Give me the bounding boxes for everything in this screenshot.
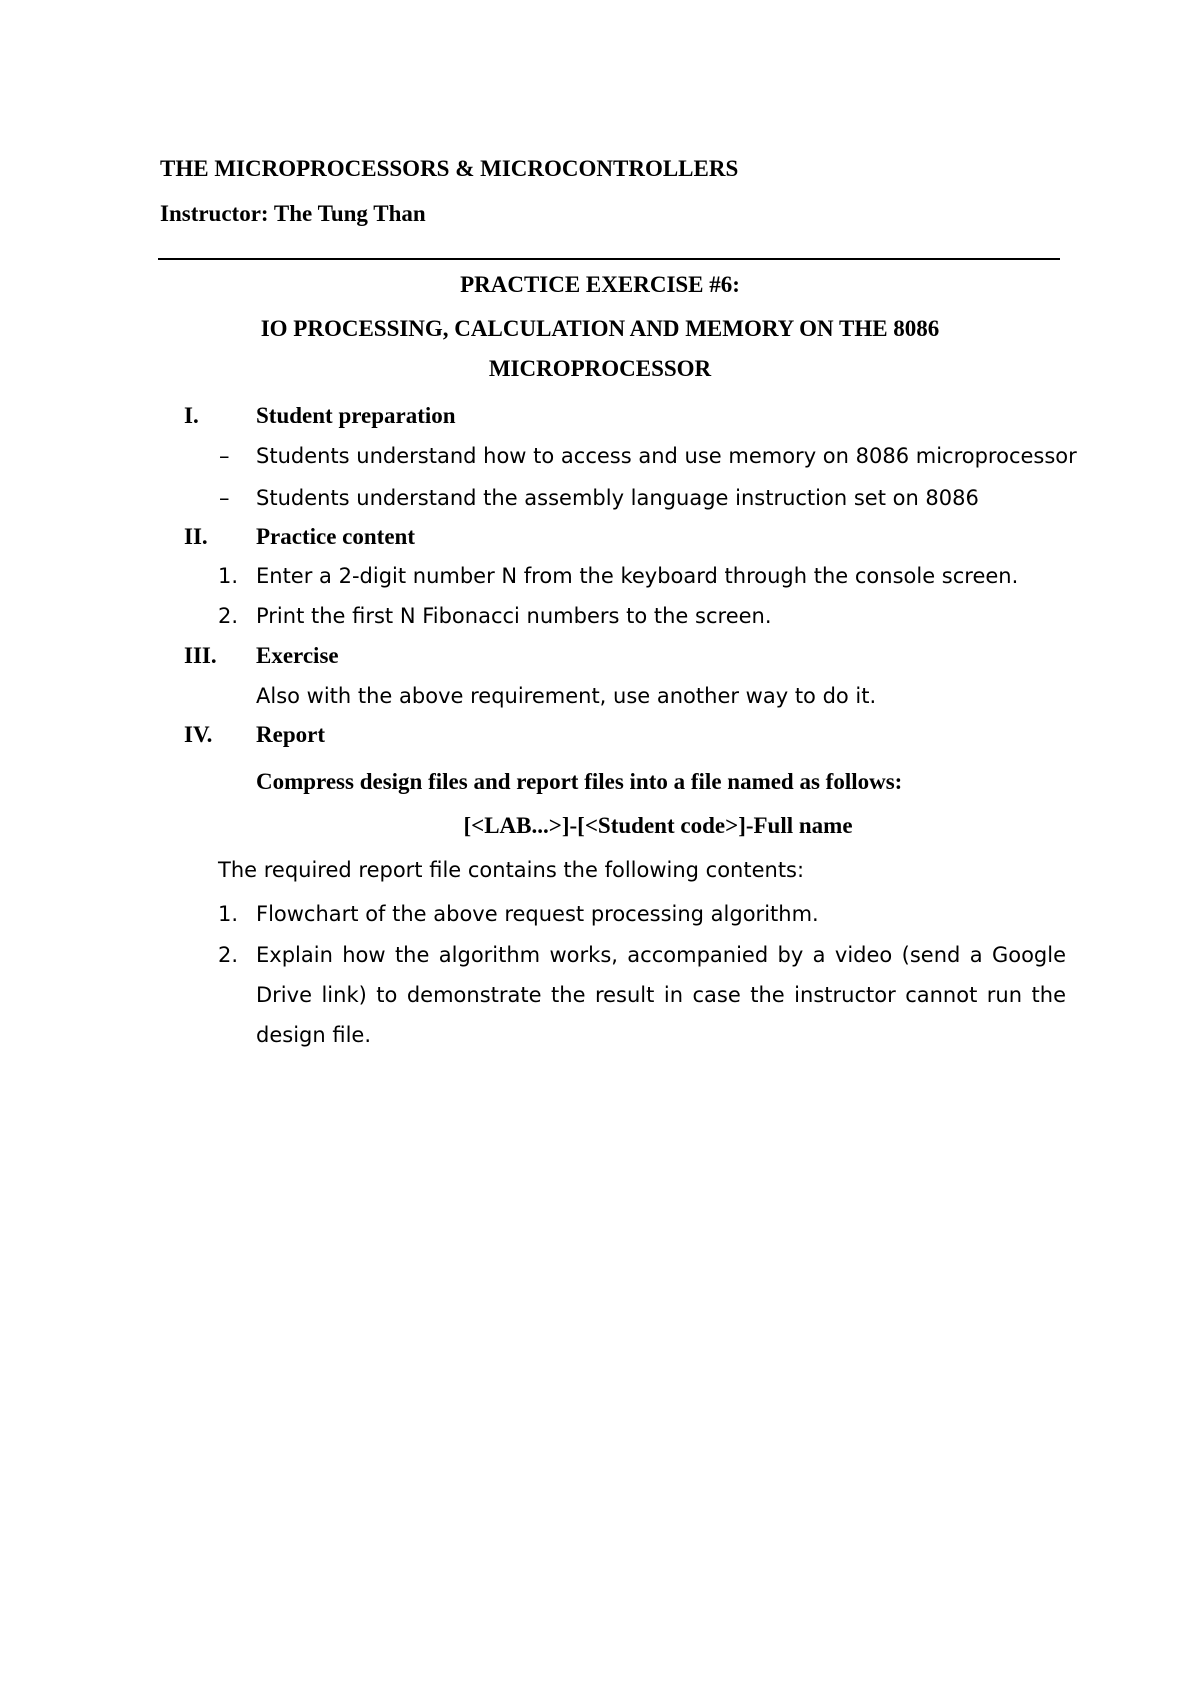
- report-intro: The required report file contains the following contents:: [218, 858, 805, 882]
- exercise-text: Also with the above requirement, use another way to do it.: [256, 684, 877, 708]
- bullet-mark: –: [219, 444, 230, 468]
- section-3-numeral: III.: [184, 643, 217, 668]
- list-item-text-line2: Drive link) to demonstrate the result in case the instructor cannot run the: [256, 983, 1066, 1007]
- section-1-numeral: I.: [184, 403, 199, 428]
- list-item-text-line3: design file.: [256, 1023, 371, 1047]
- list-item-text: Enter a 2-digit number N from the keyboard through the console screen.: [256, 564, 1019, 588]
- section-2-numeral: II.: [184, 524, 208, 549]
- bullet-text: Students understand how to access and use memory on 8086 microprocessor: [256, 444, 1077, 468]
- list-item-text: Flowchart of the above request processing algorithm.: [256, 902, 819, 926]
- section-3-heading: Exercise: [256, 643, 339, 668]
- exercise-title: PRACTICE EXERCISE #6:: [460, 272, 740, 297]
- list-number: 1.: [218, 564, 239, 588]
- instructor-line: Instructor: The Tung Than: [160, 201, 426, 226]
- section-4-heading: Report: [256, 722, 325, 747]
- filename-pattern: [<LAB...>]-[<Student code>]-Full name: [463, 813, 853, 838]
- section-4-numeral: IV.: [184, 722, 213, 747]
- exercise-subtitle-line1: IO PROCESSING, CALCULATION AND MEMORY ON THE 8086: [260, 316, 940, 341]
- section-1-heading: Student preparation: [256, 403, 456, 428]
- list-item-text: Print the first N Fibonacci numbers to the screen.: [256, 604, 772, 628]
- course-title: THE MICROPROCESSORS & MICROCONTROLLERS: [160, 156, 739, 181]
- compress-note: Compress design files and report files into a file named as follows:: [256, 769, 903, 794]
- header-divider: [158, 258, 1060, 260]
- list-item-text-line1: Explain how the algorithm works, accompanied by a video (send a Google: [256, 943, 1066, 967]
- bullet-mark: –: [219, 486, 230, 510]
- exercise-subtitle-line2: MICROPROCESSOR: [488, 356, 712, 381]
- list-number: 2.: [218, 943, 239, 967]
- list-number: 2.: [218, 604, 239, 628]
- bullet-text: Students understand the assembly language instruction set on 8086: [256, 486, 979, 510]
- list-number: 1.: [218, 902, 239, 926]
- section-2-heading: Practice content: [256, 524, 416, 549]
